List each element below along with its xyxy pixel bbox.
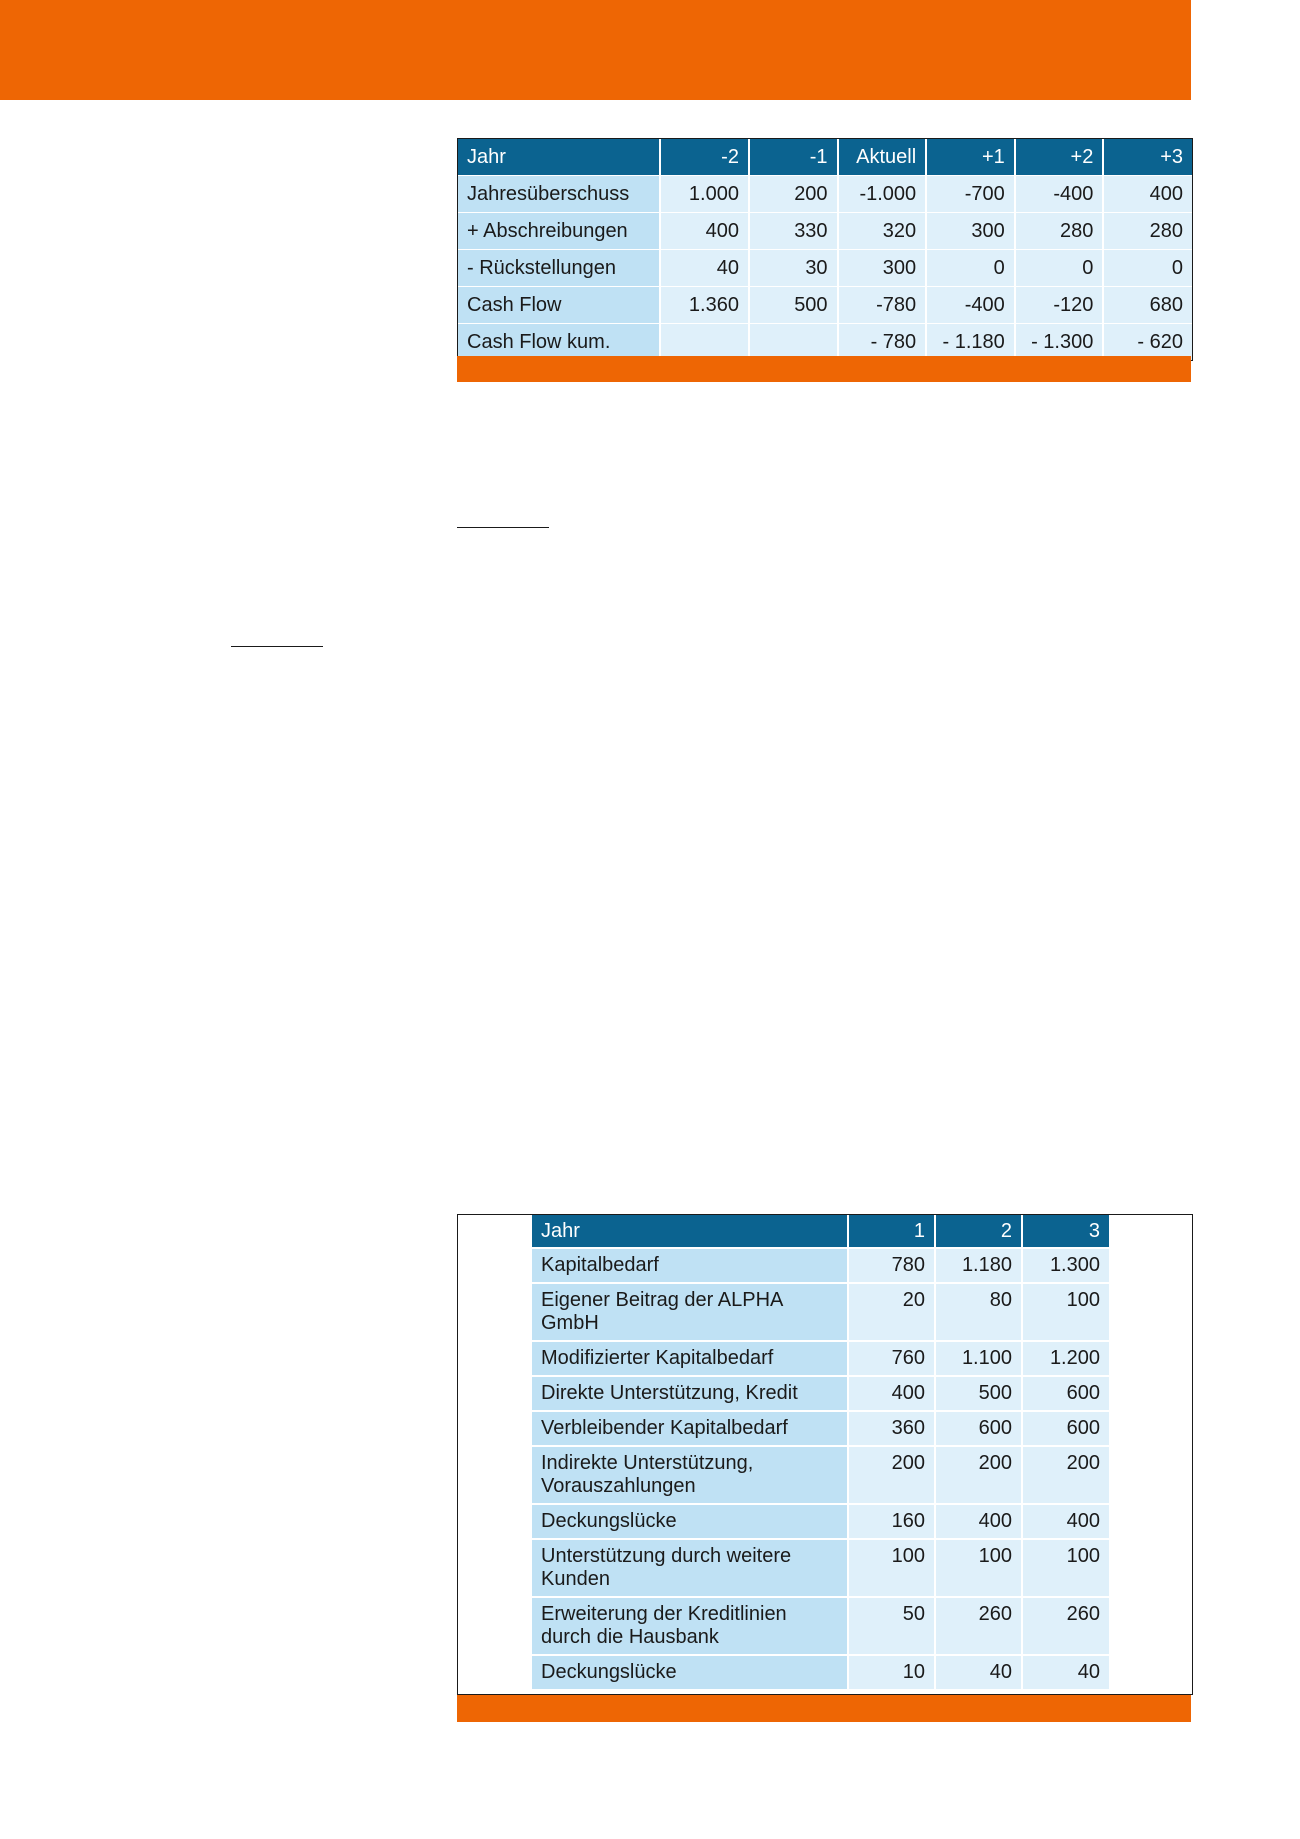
table-row (532, 1446, 1109, 1504)
header-cell: Jahr (458, 139, 660, 176)
table-cell: 400 (660, 213, 749, 250)
table-cell: 400 (848, 1376, 935, 1411)
table-cell: -1.000 (838, 176, 927, 213)
table-cell: 400 (935, 1504, 1022, 1539)
table-cell: 320 (838, 213, 927, 250)
table-cell: 20 (848, 1283, 935, 1341)
table-cell: 400 (1022, 1504, 1109, 1539)
table-row (458, 287, 1192, 324)
table-cell: 1.300 (1022, 1248, 1109, 1283)
row-label: Cash Flow kum. (458, 324, 660, 361)
table-row (532, 1655, 1109, 1689)
header-cell: -2 (660, 139, 749, 176)
table-cell: 1.180 (935, 1248, 1022, 1283)
header-cell: 3 (1022, 1215, 1109, 1248)
table-cell: 100 (848, 1539, 935, 1597)
table-row (532, 1539, 1109, 1597)
row-label: Unterstützung durch weitere Kunden (532, 1539, 848, 1597)
row-label: Verbleibender Kapitalbedarf (532, 1411, 848, 1446)
table-cell: -780 (838, 287, 927, 324)
table-cell: 600 (935, 1411, 1022, 1446)
header-cell: +3 (1103, 139, 1192, 176)
table-cell: 10 (848, 1655, 935, 1689)
header-cell: 2 (935, 1215, 1022, 1248)
table-row (458, 324, 1192, 361)
table-cell: 1.200 (1022, 1341, 1109, 1376)
top-header-band (0, 0, 1191, 100)
table-cell: 360 (848, 1411, 935, 1446)
table-row (458, 176, 1192, 213)
table-cell: 100 (1022, 1283, 1109, 1341)
table-cell: 200 (935, 1446, 1022, 1504)
table-cell: 600 (1022, 1376, 1109, 1411)
row-label: Deckungslücke (532, 1504, 848, 1539)
table-cell: 0 (1015, 250, 1104, 287)
table-cell: 680 (1103, 287, 1192, 324)
table-cell: 80 (935, 1283, 1022, 1341)
table-cell: 280 (1103, 213, 1192, 250)
divider-rule (457, 527, 549, 528)
header-cell: 1 (848, 1215, 935, 1248)
table-cell: 260 (1022, 1597, 1109, 1655)
table-cell: 30 (749, 250, 838, 287)
table-row (532, 1283, 1109, 1341)
table-cell: 40 (660, 250, 749, 287)
table-row (532, 1411, 1109, 1446)
table-cell: 780 (848, 1248, 935, 1283)
header-cell: Aktuell (838, 139, 927, 176)
table-cell: 100 (935, 1539, 1022, 1597)
table-cell: -120 (1015, 287, 1104, 324)
table-cell: 300 (926, 213, 1015, 250)
table-row (532, 1248, 1109, 1283)
table-cell: 160 (848, 1504, 935, 1539)
table-cell: 200 (749, 176, 838, 213)
table-row (532, 1341, 1109, 1376)
table-row (458, 213, 1192, 250)
table-footer-band (457, 356, 1191, 382)
row-label: - Rückstellungen (458, 250, 660, 287)
cashflow-table (457, 138, 1193, 361)
header-cell: +2 (1015, 139, 1104, 176)
row-label: Indirekte Unterstützung, Vorauszahlungen (532, 1446, 848, 1504)
row-label: Jahresüberschuss (458, 176, 660, 213)
table-cell (749, 324, 838, 361)
table-cell: 500 (749, 287, 838, 324)
table-cell: 400 (1103, 176, 1192, 213)
table-cell: 1.000 (660, 176, 749, 213)
table-row (532, 1504, 1109, 1539)
row-label: Eigener Beitrag der ALPHA GmbH (532, 1283, 848, 1341)
table-row (458, 250, 1192, 287)
table-footer-band (457, 1695, 1191, 1722)
table-cell: 280 (1015, 213, 1104, 250)
table-cell: - 620 (1103, 324, 1192, 361)
table-cell: 760 (848, 1341, 935, 1376)
table-cell: - 1.300 (1015, 324, 1104, 361)
table-row (532, 1597, 1109, 1655)
row-label: + Abschreibungen (458, 213, 660, 250)
header-cell: +1 (926, 139, 1015, 176)
table-cell: 1.360 (660, 287, 749, 324)
table-cell: 500 (935, 1376, 1022, 1411)
table-cell: - 780 (838, 324, 927, 361)
row-label: Modifizierter Kapitalbedarf (532, 1341, 848, 1376)
table-cell: 0 (926, 250, 1015, 287)
row-label: Kapitalbedarf (532, 1248, 848, 1283)
capital-table (457, 1214, 1193, 1695)
table-cell: 260 (935, 1597, 1022, 1655)
table-cell: -400 (1015, 176, 1104, 213)
table-cell (660, 324, 749, 361)
table-cell: 200 (1022, 1446, 1109, 1504)
table-cell: 1.100 (935, 1341, 1022, 1376)
table-cell: 50 (848, 1597, 935, 1655)
row-label: Cash Flow (458, 287, 660, 324)
table-cell: 40 (1022, 1655, 1109, 1689)
table-cell: -400 (926, 287, 1015, 324)
table-cell: 0 (1103, 250, 1192, 287)
divider-rule (231, 646, 323, 647)
table-cell: 330 (749, 213, 838, 250)
header-cell: Jahr (532, 1215, 848, 1248)
table-header-row (532, 1215, 1109, 1248)
table-header-row (458, 139, 1192, 176)
table-cell: 100 (1022, 1539, 1109, 1597)
table-cell: 40 (935, 1655, 1022, 1689)
header-cell: -1 (749, 139, 838, 176)
table-cell: 300 (838, 250, 927, 287)
table-cell: 200 (848, 1446, 935, 1504)
table-cell: -700 (926, 176, 1015, 213)
table-row (532, 1376, 1109, 1411)
row-label: Direkte Unterstützung, Kredit (532, 1376, 848, 1411)
row-label: Erweiterung der Kreditlinien durch die Hausbank (532, 1597, 848, 1655)
table-cell: 600 (1022, 1411, 1109, 1446)
table-cell: - 1.180 (926, 324, 1015, 361)
row-label: Deckungslücke (532, 1655, 848, 1689)
